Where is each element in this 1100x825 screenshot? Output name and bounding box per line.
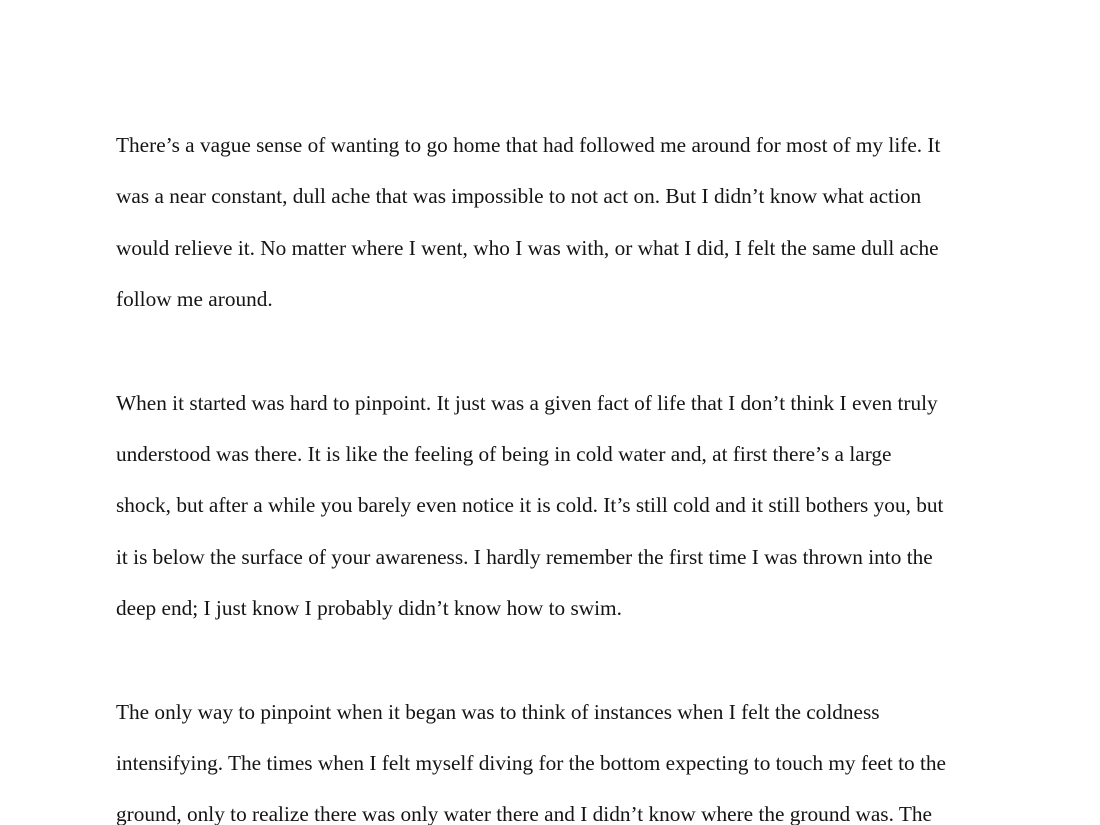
- text-line: understood was there. It is like the feeling of being in cold water and, at first there’s a large: [116, 442, 892, 466]
- text-line: was a near constant, dull ache that was impossible to not act on. But I didn’t know what action: [116, 184, 922, 208]
- text-line: would relieve it. No matter where I went, who I was with, or what I did, I felt the same dull ache: [116, 236, 939, 260]
- text-line: follow me around.: [116, 287, 273, 311]
- text-line: There’s a vague sense of wanting to go home that had followed me around for most of my life. It: [116, 133, 941, 157]
- text-line: ground, only to realize there was only water there and I didn’t know where the ground was. The: [116, 802, 932, 825]
- text-line: it is below the surface of your awareness. I hardly remember the first time I was thrown into the: [116, 545, 933, 569]
- text-line: deep end; I just know I probably didn’t know how to swim.: [116, 596, 622, 620]
- text-line: shock, but after a while you barely even notice it is cold. It’s still cold and it still bothers you, but: [116, 493, 944, 517]
- text-line: When it started was hard to pinpoint. It just was a given fact of life that I don’t think I even truly: [116, 391, 938, 415]
- text-line: The only way to pinpoint when it began was to think of instances when I felt the coldness: [116, 700, 880, 724]
- text-line: intensifying. The times when I felt myself diving for the bottom expecting to touch my feet to the: [116, 751, 947, 775]
